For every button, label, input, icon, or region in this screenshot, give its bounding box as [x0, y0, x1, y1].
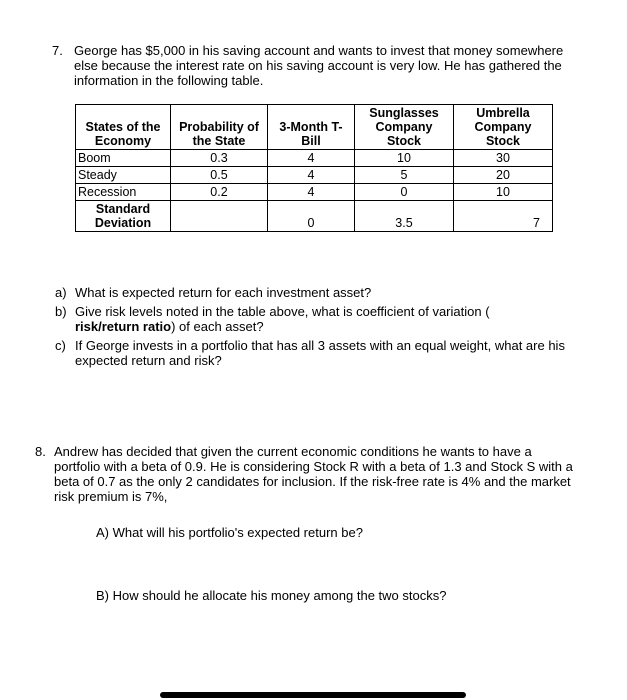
table-header-row	[76, 105, 553, 150]
table-cell: 0.2	[171, 184, 268, 201]
table-cell: 4	[268, 184, 355, 201]
question-8-part-a: A) What will his portfolio's expected return be?	[96, 525, 363, 540]
table-cell: 0	[355, 184, 454, 201]
table-cell: 10	[454, 184, 553, 201]
table-cell	[171, 201, 268, 232]
part-a	[55, 285, 575, 300]
table-cell: 30	[454, 150, 553, 167]
table-header-cell: States of the Economy	[76, 105, 171, 150]
part-letter: c)	[55, 338, 66, 353]
table-cell: Recession	[76, 184, 171, 201]
part-text: What is expected return for each investment asset?	[75, 285, 372, 300]
table-cell: 4	[268, 150, 355, 167]
table-cell: 0.3	[171, 150, 268, 167]
table-row	[76, 184, 553, 201]
home-indicator-bar[interactable]	[160, 692, 466, 698]
part-text-bold: risk/return ratio	[75, 319, 172, 334]
question-7-number: 7.	[52, 43, 63, 58]
table-cell: 20	[454, 167, 553, 184]
question-8-text: Andrew has decided that given the current economic conditions he wants to have a portfolio with a beta of 0.9. He is considering Stock R with a beta of 1.3 and Stock S with a beta of 0.7 as the only 2 candidates for inclusion. If the risk-free rate is 4% and the market risk premium is 7%,	[54, 444, 573, 504]
table-header-cell: Probability of the State	[171, 105, 268, 150]
question-7-text: George has $5,000 in his saving account and wants to invest that money somewhere else because the interest rate on his saving account is very low. He has gathered the information in the following table.	[74, 43, 564, 88]
table-cell: Boom	[76, 150, 171, 167]
part-letter: a)	[55, 285, 67, 300]
question-7-parts	[55, 285, 575, 372]
table-row-std-dev	[76, 201, 553, 232]
question-7	[52, 43, 572, 88]
table-cell: 0	[268, 201, 355, 232]
part-c	[55, 338, 575, 368]
table-header-cell: Sunglasses Company Stock	[355, 105, 454, 150]
part-letter: b)	[55, 304, 67, 319]
part-b	[55, 304, 575, 334]
table-header-cell: 3-Month T-Bill	[268, 105, 355, 150]
table-cell: 10	[355, 150, 454, 167]
part-text-end: ) of each asset?	[171, 319, 264, 334]
table-cell: Standard Deviation	[76, 201, 171, 232]
table-header-cell: Umbrella Company Stock	[454, 105, 553, 150]
table-cell: 5	[355, 167, 454, 184]
table-cell: 4	[268, 167, 355, 184]
table-cell: 3.5	[355, 201, 454, 232]
table-row	[76, 167, 553, 184]
table-row	[76, 150, 553, 167]
table-cell: 7	[454, 201, 553, 232]
part-text: If George invests in a portfolio that has all 3 assets with an equal weight, what are his expected return and risk?	[75, 338, 565, 368]
question-8-part-b: B) How should he allocate his money among the two stocks?	[96, 588, 447, 603]
returns-table	[75, 104, 553, 232]
question-8	[35, 444, 575, 504]
question-8-number: 8.	[35, 444, 46, 459]
part-text: Give risk levels noted in the table above, what is coefficient of variation (	[75, 304, 490, 319]
table-cell: Steady	[76, 167, 171, 184]
table-cell: 0.5	[171, 167, 268, 184]
